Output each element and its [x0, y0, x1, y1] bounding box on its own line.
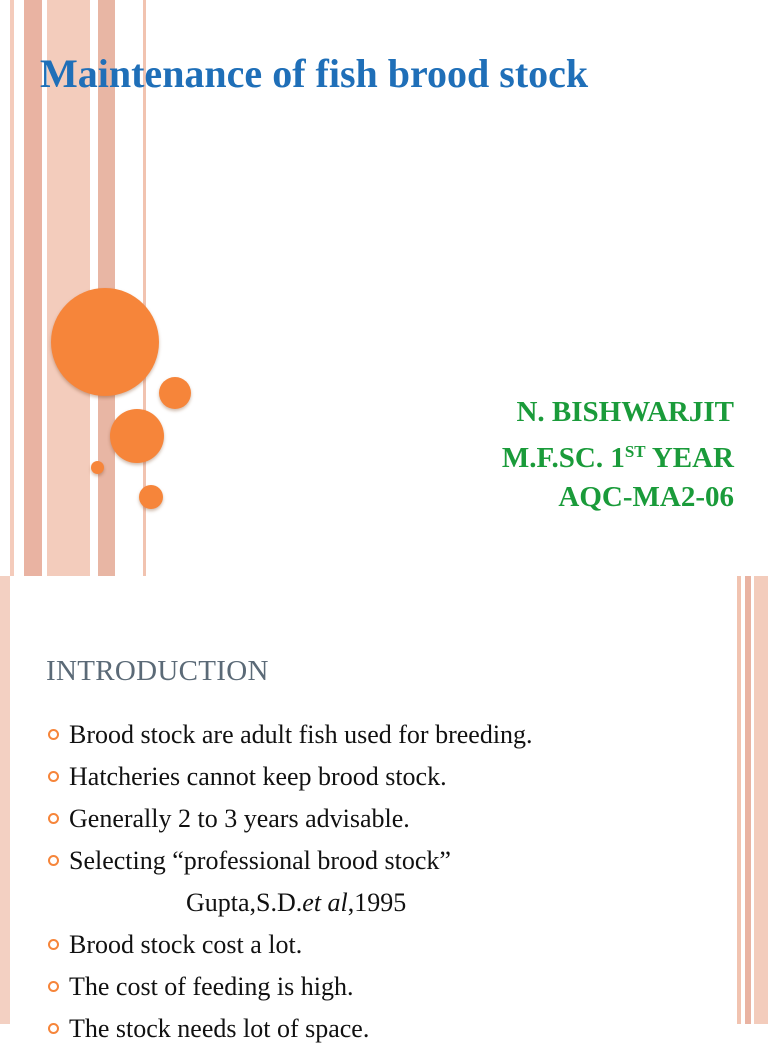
decor-circle-small — [159, 377, 191, 409]
list-item: Brood stock are adult fish used for breeding. — [46, 714, 533, 756]
citation: Gupta,S.D.et al,1995 — [186, 888, 407, 917]
bullet-circle-icon — [48, 1023, 59, 1034]
decor-stripe — [745, 576, 751, 1024]
author-roll: AQC-MA2-06 — [558, 481, 734, 513]
decor-stripe — [737, 576, 741, 1024]
bullet-circle-icon — [48, 939, 59, 950]
bullet-circle-icon — [48, 981, 59, 992]
list-item: Generally 2 to 3 years advisable. — [46, 798, 533, 840]
list-item: The stock needs lot of space. — [46, 1008, 533, 1050]
bullet-circle-icon — [48, 855, 59, 866]
decor-circle-medium — [110, 409, 164, 463]
section-heading: INTRODUCTION — [46, 655, 269, 687]
list-item: Hatcheries cannot keep brood stock. — [46, 756, 533, 798]
list-item: The cost of feeding is high. — [46, 966, 533, 1008]
bullet-circle-icon — [48, 771, 59, 782]
author-name: N. BISHWARJIT — [516, 396, 734, 428]
list-item: Selecting “professional brood stock” — [46, 840, 533, 882]
author-degree: M.F.SC. 1ST YEAR — [501, 442, 734, 474]
bullet-circle-icon — [48, 813, 59, 824]
author-block — [502, 393, 734, 517]
slide-title: Maintenance of fish brood stock — [40, 51, 589, 96]
decor-stripe — [10, 0, 14, 576]
decor-circle-small — [139, 485, 163, 509]
decor-stripe — [0, 576, 10, 1024]
decor-stripe — [754, 576, 768, 1024]
decor-circle-tiny — [91, 461, 104, 474]
decor-circle-large — [51, 288, 159, 396]
bullet-list — [46, 714, 533, 1050]
list-item: Brood stock cost a lot. — [46, 924, 533, 966]
bullet-circle-icon — [48, 729, 59, 740]
